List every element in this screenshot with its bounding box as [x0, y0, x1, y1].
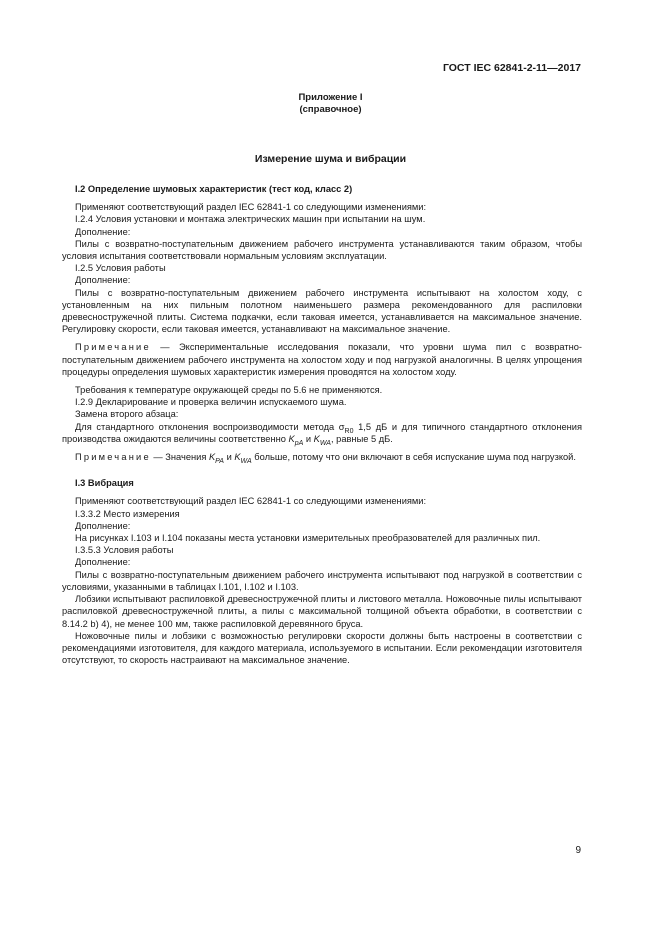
appendix-type: (справочное) — [299, 104, 362, 115]
page-title: Измерение шума и вибрации — [254, 153, 407, 165]
subscript: R0 — [344, 427, 354, 435]
text-run: , равные 5 дБ. — [330, 433, 393, 444]
symbol: K — [234, 452, 241, 463]
subscript: PA — [215, 457, 224, 465]
page-number: 9 — [575, 845, 581, 856]
spacer — [62, 463, 582, 477]
paragraph: Требования к температуре окружающей среды по 5.6 не применяются. — [75, 385, 383, 396]
text-run: — Значения — [150, 452, 209, 463]
paragraph: Дополнение: — [75, 557, 131, 568]
paragraph: Пилы с возвратно-поступательным движением рабочего инструмента испытывают под нагрузкой в соответствии с условиями, указанными в таблицах I.101, I.102 и I.103. — [62, 569, 582, 592]
paragraph: Применяют соответствующий раздел IEC 62841-1 со следующими изменениями: — [75, 202, 427, 213]
note-label: Примечание — [75, 452, 151, 463]
paragraph: Дополнение: — [75, 226, 131, 237]
paragraph: На рисунках I.103 и I.104 показаны места установки измерительных преобразователей для различных пил. — [75, 533, 541, 544]
note-label: Примечание — [75, 342, 151, 353]
symbol: K — [288, 433, 295, 444]
paragraph: Дополнение: — [75, 275, 131, 286]
symbol: K — [313, 433, 320, 444]
document-header: ГОСТ IEC 62841-2-11—2017 — [442, 62, 581, 74]
document-body — [62, 183, 582, 666]
section-heading: I.2 Определение шумовых характеристик (тест код, класс 2) — [75, 184, 353, 194]
subscript: WA — [319, 439, 331, 447]
symbol: K — [208, 452, 216, 463]
note — [62, 451, 582, 463]
appendix-label: Приложение I — [298, 92, 363, 103]
paragraph: I.2.9 Декларирование и проверка величин испускаемого шума. — [75, 397, 347, 408]
note-text: — Экспериментальные исследования показали, что уровни шума пил с возвратно-поступательным движением рабочего инструмента на холостом ходу и под нагрузкой аналогичны. В целях упрощения процедуры определения шумовых характеристик измерения проводятся на холостом ходу. — [62, 342, 582, 377]
paragraph: I.3.3.2 Место измерения — [75, 508, 180, 519]
paragraph: Дополнение: — [75, 520, 131, 531]
paragraph: I.2.5 Условия работы — [75, 263, 166, 274]
text-run: и — [223, 452, 235, 463]
subscript: pA — [294, 439, 304, 447]
paragraph — [62, 421, 582, 445]
paragraph: Замена второго абзаца: — [75, 409, 179, 420]
text-run: Для стандартного отклонения воспроизводимости метода σ — [75, 421, 345, 432]
section-heading: I.3 Вибрация — [75, 478, 134, 489]
paragraph: Лобзики испытывают распиловкой древесностружечной плиты и листового металла. Ножовочные пилы испытывают распиловкой древесностружечной плиты, а пилы с максимальной толщиной объекта обработки, в соответствии с 8.14.2 b) 4), не менее 100 мм, также распиловкой деревянного бруса. — [62, 594, 582, 629]
subscript: WA — [240, 457, 252, 465]
paragraph: Пилы с возвратно-поступательным движением рабочего инструмента устанавливаются таким образом, чтобы условия испытания соответствовали нормальным условиям эксплуатации. — [62, 238, 582, 262]
paragraph: Применяют соответствующий раздел IEC 62841-1 со следующими изменениями: — [75, 496, 427, 507]
text-run: и — [303, 433, 314, 444]
text-run: больше, потому что они включают в себя испускание шума под нагрузкой. — [251, 452, 576, 463]
note — [62, 341, 582, 378]
paragraph: Ножовочные пилы и лобзики с возможностью регулировки скорости должны быть настроены в соответствии с рекомендациями изготовителя, для каждого материала, используемого в испытании. Если рекомендации изготовителя отсутствуют, то скорость настраивают на максимальное значение. — [62, 630, 582, 666]
paragraph: I.3.5.3 Условия работы — [75, 545, 174, 556]
text-run: 1,5 дБ и для типичного стандартного отклонения производства ожидаются величины соответственно — [62, 421, 582, 444]
paragraph: I.2.4 Условия установки и монтажа электрических машин при испытании на шум. — [75, 214, 426, 225]
paragraph: Пилы с возвратно-поступательным движением рабочего инструмента испытывают на холостом ходу, с установленным на них пильным полотном наименьшего размера рекомендованного для распиловки древесностружечной плиты. Система подкачки, если таковая имеется, устанавливается на максимальное значение. Регулировку скорости, если таковая имеется, устанавливают на максимальное значение. — [62, 287, 582, 335]
